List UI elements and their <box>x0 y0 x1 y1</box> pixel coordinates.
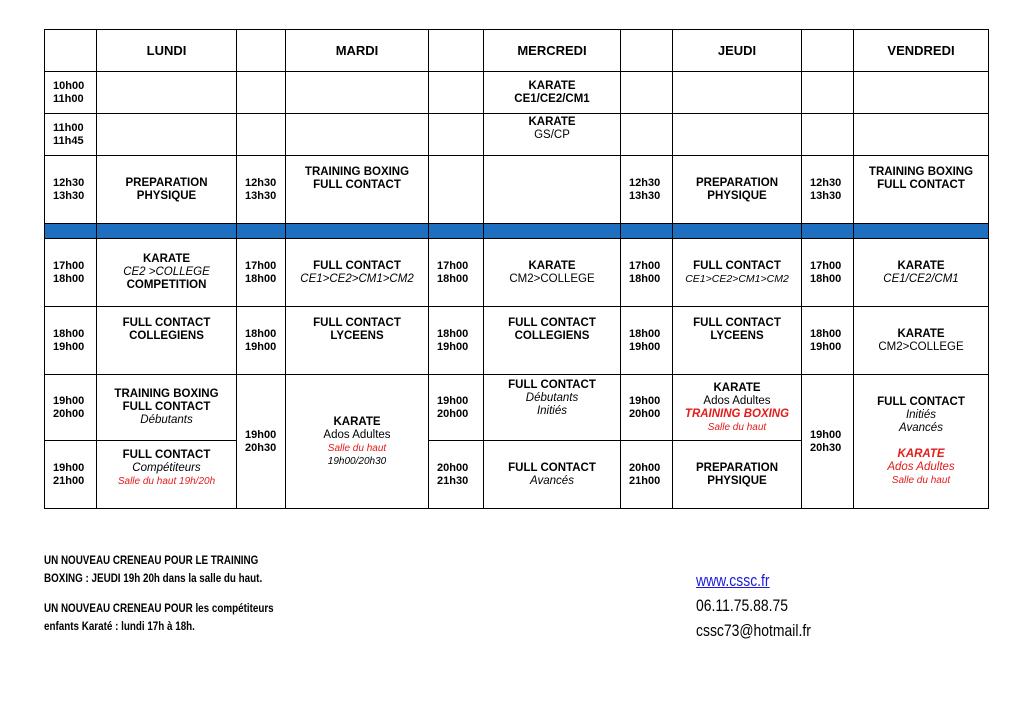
schedule-row <box>45 156 989 224</box>
activity-cell: KARATE CE1/CE2/CM1 <box>854 239 989 307</box>
time-slot: 19h00 21h00 <box>45 441 97 509</box>
activity-cell: KARATE GS/CP <box>484 114 621 156</box>
schedule-table <box>44 29 988 511</box>
time-slot: 18h00 19h00 <box>237 307 286 375</box>
day-header-mercredi: MERCREDI <box>484 30 621 72</box>
announcement-karate: UN NOUVEAU CRENEAU POUR les compétiteurs enfants Karaté : lundi 17h à 18h. <box>44 601 274 633</box>
activity-cell: TRAINING BOXING FULL CONTACT <box>286 156 429 224</box>
announcement-training: UN NOUVEAU CRENEAU POUR LE TRAINING BOXING : JEUDI 19h 20h dans la salle du haut. <box>44 553 263 585</box>
day-header-jeudi: JEUDI <box>673 30 802 72</box>
header-row <box>45 30 989 72</box>
separator-row <box>45 224 989 239</box>
contact-block <box>696 568 811 643</box>
activity-cell: KARATE CM2>COLLEGE <box>854 307 989 375</box>
activity-cell: TRAINING BOXING FULL CONTACT Débutants <box>97 375 237 441</box>
time-slot: 19h00 20h00 <box>45 375 97 441</box>
time-slot: 18h00 19h00 <box>802 307 854 375</box>
schedule-row <box>45 72 989 114</box>
time-slot: 12h30 13h30 <box>621 156 673 224</box>
activity-cell: FULL CONTACT CE1>CE2>CM1>CM2 <box>286 239 429 307</box>
activity-cell: PREPARATION PHYSIQUE <box>673 441 802 509</box>
time-slot: 12h30 13h30 <box>45 156 97 224</box>
email-address: cssc73@hotmail.fr <box>696 621 811 640</box>
activity-cell: KARATE CE1/CE2/CM1 <box>484 72 621 114</box>
activity-cell: FULL CONTACT Avancés <box>484 441 621 509</box>
schedule-row <box>45 239 989 307</box>
activity-cell: FULL CONTACT Débutants Initiés <box>484 375 621 441</box>
announcements <box>44 551 323 647</box>
activity-cell: FULL CONTACT COLLEGIENS <box>97 307 237 375</box>
time-slot: 20h00 21h30 <box>429 441 484 509</box>
time-slot: 18h00 19h00 <box>429 307 484 375</box>
time-slot: 18h00 19h00 <box>621 307 673 375</box>
time-slot: 17h00 18h00 <box>237 239 286 307</box>
website-link[interactable]: www.cssc.fr <box>696 571 770 590</box>
activity-cell: TRAINING BOXING FULL CONTACT <box>854 156 989 224</box>
day-header-mardi: MARDI <box>286 30 429 72</box>
schedule-row <box>45 114 989 156</box>
activity-cell: PREPARATION PHYSIQUE <box>673 156 802 224</box>
time-slot: 10h00 11h00 <box>45 72 97 114</box>
day-header-lundi: LUNDI <box>97 30 237 72</box>
day-header-vendredi: VENDREDI <box>854 30 989 72</box>
time-slot: 19h00 20h30 <box>802 375 854 509</box>
activity-cell: KARATE CE2 >COLLEGE COMPETITION <box>97 239 237 307</box>
time-slot: 20h00 21h00 <box>621 441 673 509</box>
activity-cell: FULL CONTACT LYCEENS <box>673 307 802 375</box>
time-slot: 19h00 20h00 <box>429 375 484 441</box>
schedule-row <box>45 375 989 441</box>
time-slot: 17h00 18h00 <box>429 239 484 307</box>
activity-cell: KARATE Ados Adultes Salle du haut 19h00/20h30 <box>286 375 429 509</box>
time-slot: 17h00 18h00 <box>45 239 97 307</box>
time-slot: 12h30 13h30 <box>237 156 286 224</box>
activity-cell: FULL CONTACT CE1>CE2>CM1>CM2 <box>673 239 802 307</box>
activity-cell: FULL CONTACT LYCEENS <box>286 307 429 375</box>
schedule-row <box>45 307 989 375</box>
time-slot: 19h00 20h30 <box>237 375 286 509</box>
activity-cell: KARATE CM2>COLLEGE <box>484 239 621 307</box>
phone-number: 06.11.75.88.75 <box>696 596 788 615</box>
time-slot: 17h00 18h00 <box>802 239 854 307</box>
activity-cell: PREPARATION PHYSIQUE <box>97 156 237 224</box>
time-slot: 19h00 20h00 <box>621 375 673 441</box>
time-slot: 17h00 18h00 <box>621 239 673 307</box>
time-slot: 12h30 13h30 <box>802 156 854 224</box>
activity-cell: FULL CONTACT Initiés Avancés KARATE Ados Adultes Salle du haut <box>854 375 989 509</box>
activity-cell: FULL CONTACT COLLEGIENS <box>484 307 621 375</box>
time-slot: 18h00 19h00 <box>45 307 97 375</box>
activity-cell: KARATE Ados Adultes TRAINING BOXING Salle du haut <box>673 375 802 441</box>
activity-cell: FULL CONTACT Compétiteurs Salle du haut 19h/20h <box>97 441 237 509</box>
time-slot: 11h00 11h45 <box>45 114 97 156</box>
